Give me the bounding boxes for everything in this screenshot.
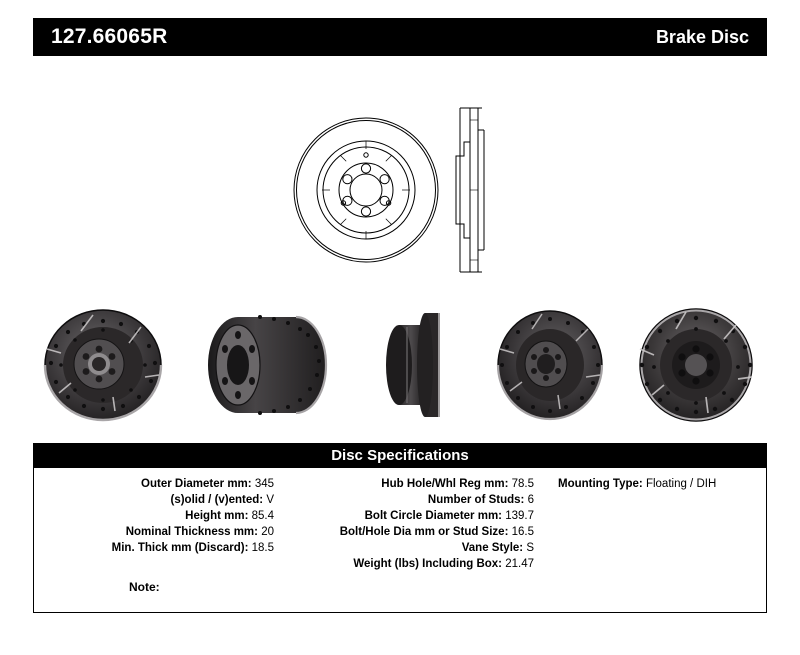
spec-row <box>44 508 274 524</box>
rotor-view-angled-left <box>33 305 183 425</box>
specs-column-right <box>544 476 762 492</box>
specs-title: Disc Specifications <box>331 447 469 464</box>
spec-label: Weight (lbs) Including Box: <box>353 558 503 570</box>
specs-title-bar <box>34 444 766 468</box>
spec-row <box>44 524 274 540</box>
rotor-photo-views <box>33 305 767 435</box>
spec-value: 85.4 <box>251 510 274 522</box>
rotor-view-hat-profile <box>363 305 473 425</box>
spec-label: Number of Studs: <box>427 494 525 506</box>
spec-row <box>274 492 534 508</box>
spec-row <box>274 476 534 492</box>
spec-value: Floating / DIH <box>645 478 717 490</box>
spec-value: 20 <box>261 526 274 538</box>
header-bar <box>33 18 767 56</box>
rotor-view-angled-right <box>488 305 618 425</box>
spec-row <box>274 508 534 524</box>
spec-label: (s)olid / (v)ented: <box>170 494 264 506</box>
rotor-view-face <box>628 305 768 425</box>
spec-row <box>44 476 274 492</box>
spec-label: Nominal Thickness mm: <box>125 526 258 538</box>
spec-value: 6 <box>527 494 534 506</box>
spec-value: 345 <box>254 478 274 490</box>
spec-value: 78.5 <box>511 478 534 490</box>
rotor-view-front-hub <box>208 305 343 425</box>
spec-value: 18.5 <box>251 542 274 554</box>
spec-label: Min. Thick mm (Discard): <box>111 542 249 554</box>
specs-column-left <box>44 476 274 556</box>
spec-value: V <box>266 494 274 506</box>
spec-value: S <box>526 542 534 554</box>
spec-value: 16.5 <box>511 526 534 538</box>
specs-body <box>34 468 766 613</box>
spec-label: Height mm: <box>185 510 249 522</box>
top-edge-cross-section-drawing <box>452 100 492 280</box>
disc-specifications-panel <box>33 443 767 613</box>
spec-label: Hub Hole/Whl Reg mm: <box>381 478 509 490</box>
spec-value: 21.47 <box>505 558 534 570</box>
spec-value: 139.7 <box>505 510 534 522</box>
spec-label: Vane Style: <box>461 542 524 554</box>
note-label: Note: <box>129 580 160 594</box>
spec-row <box>274 556 534 572</box>
spec-row <box>544 476 762 492</box>
spec-label: Bolt Circle Diameter mm: <box>364 510 503 522</box>
part-number: 127.66065R <box>51 25 168 48</box>
document-type-label: Brake Disc <box>655 26 749 47</box>
spec-label: Bolt/Hole Dia mm or Stud Size: <box>339 526 509 538</box>
spec-row <box>274 540 534 556</box>
spec-row <box>44 492 274 508</box>
specs-column-middle <box>274 476 534 572</box>
spec-row <box>274 524 534 540</box>
spec-label: Mounting Type: <box>558 478 643 490</box>
spec-row <box>44 540 274 556</box>
spec-label: Outer Diameter mm: <box>141 478 252 490</box>
